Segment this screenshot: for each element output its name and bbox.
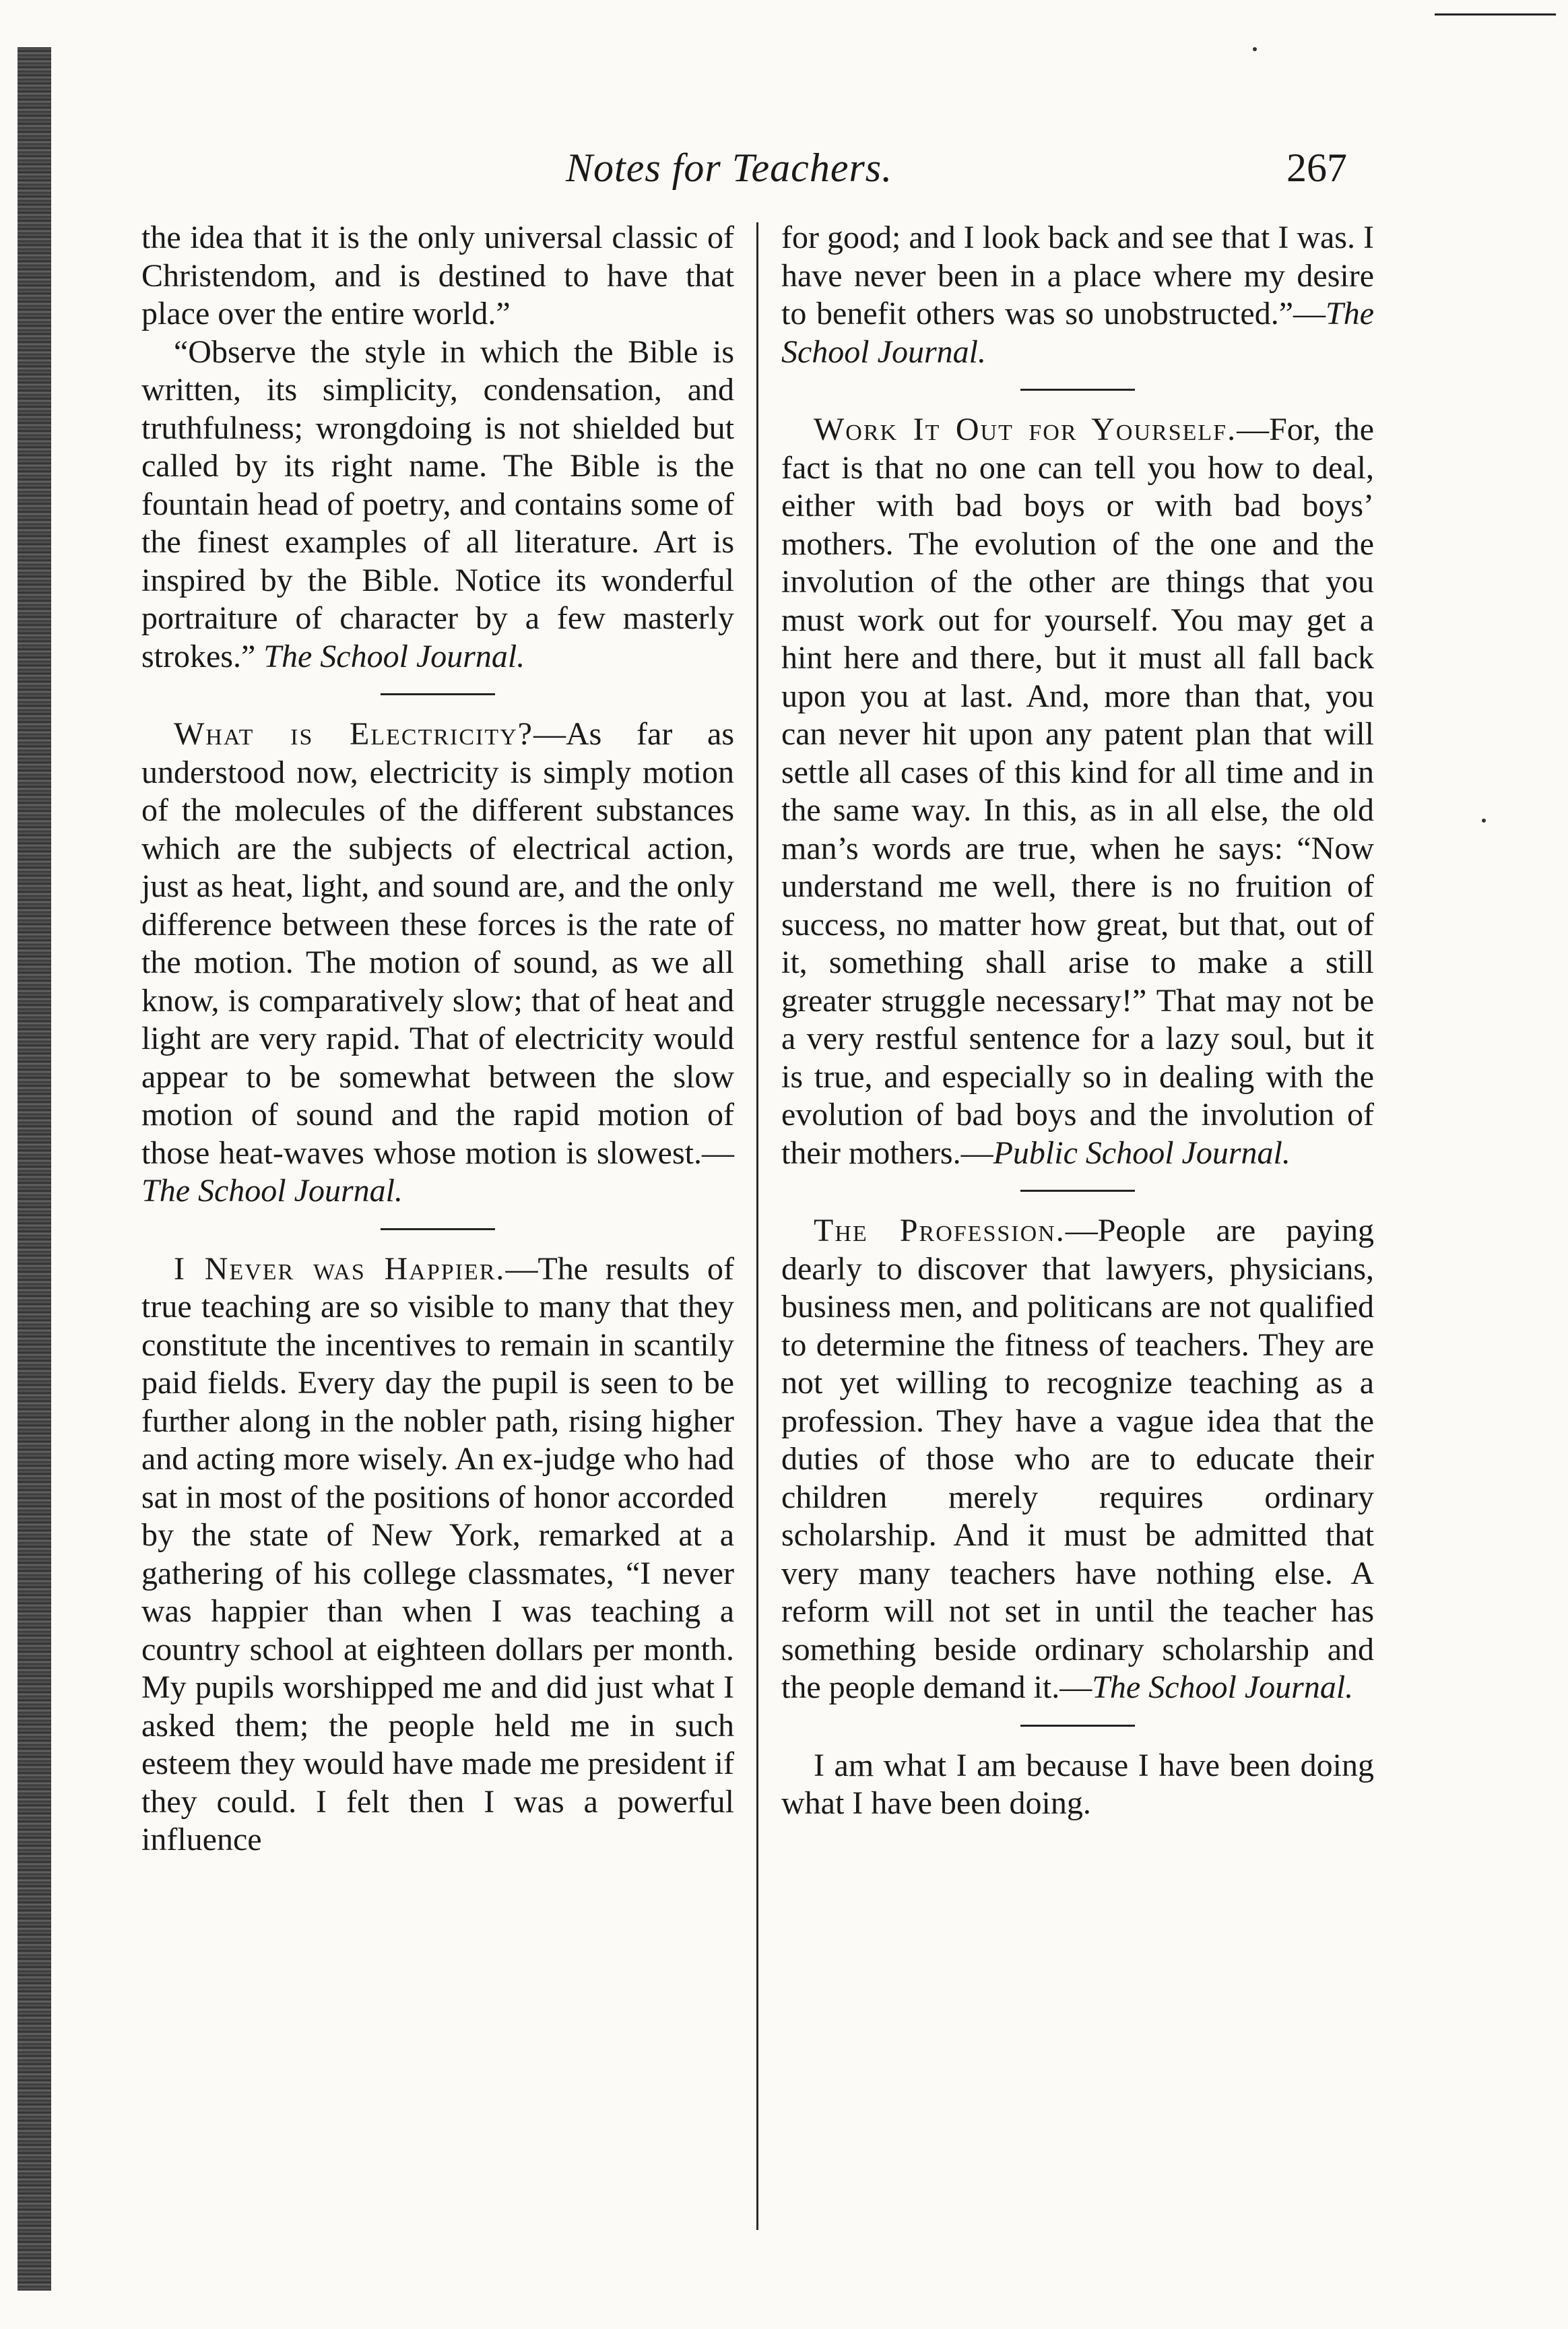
work-it-out-article: Work It Out for Yourself.—For, the fact is that no one can tell you how to deal, either with bad boys or with bad boys’ mothers. The evolution of the one and the involution of the other are things that you must work out for yourself. You may get a hint here and there, but it must all fall back upon you at last. And, more than that, you can never hit upon any patent plan that will settle all cases of this kind for all time and in the same way. In this, as in all else, the old man’s words are true, when he says: “Now understand me well, there is no fruition of success, no matter how great, but that, out of it, something shall arise to make a still greater struggle necessary!” That may not be a very restful sentence for a lazy soul, but it is true, and especially so in dealing with the evolution of bad boys and the involution of their mothers.—Public School Journal.: [781, 412, 1374, 1171]
section-divider: [1020, 1190, 1135, 1192]
source-citation: The School Journal.: [1092, 1669, 1354, 1705]
source-citation: The School Journal.: [263, 638, 525, 674]
continued-paragraph: the idea that it is the only universal classic of Christendom, and is destined to have that place over the entire world.”: [141, 220, 734, 331]
right-column: [781, 219, 1374, 1823]
bible-quote-paragraph: “Observe the style in which the Bible is written, its simplicity, condensation, and truthfulness; wrongdoing is not shielded but called by its right name. The Bible is the fountain head of poetry, and contains some of the finest examples of all literature. Art is inspired by the Bible. Notice its wonderful portraiture of character by a few masterly strokes.” The School Journal.: [141, 333, 734, 674]
profession-article: The Profession.—People are paying dearly to discover that lawyers, physicians, business men, and politicans are not qualified to determine the fitness of teachers. They are not yet willing to recognize teaching as a profession. They have a vague idea that the duties of those who are to educate their children merely requires ordinary scholarship. And it must be admitted that very many teachers have nothing else. A reform will not set in until the teacher has something beside ordinary scholarship and the people demand it.—The School Journal.: [781, 1213, 1375, 1705]
article-heading: I Never was Happier.: [174, 1250, 506, 1287]
section-divider: [1020, 1725, 1135, 1727]
paper-speck: [1253, 47, 1257, 51]
column-divider: [756, 222, 758, 2230]
source-citation: The School Journal.: [781, 296, 1374, 370]
left-column: [141, 219, 734, 1859]
source-citation: Public School Journal.: [993, 1135, 1291, 1171]
paper-speck: [1482, 819, 1486, 823]
closing-maxim: I am what I am because I have been doing what I have been doing.: [781, 1747, 1374, 1821]
continued-paragraph: for good; and I look back and see that I was. I have never been in a place where my desire to benefit others was so unobstructed.”—The School Journal.: [781, 220, 1374, 370]
article-heading: The Profession.: [814, 1213, 1066, 1248]
source-citation: The School Journal.: [141, 1173, 403, 1209]
section-divider: [1020, 389, 1135, 391]
book-spine-edge: [18, 47, 51, 2291]
running-title: Notes for Teachers.: [566, 146, 893, 190]
article-heading: Work It Out for Yourself.: [814, 412, 1237, 447]
section-divider: [381, 693, 495, 695]
happier-article: I Never was Happier.—The results of true teaching are so visible to many that they constitute the incentives to remain in scantily paid fields. Every day the pupil is seen to be further along in the nobler path, rising higher and acting more wisely. An ex-judge who had sat in most of the positions of honor accorded by the state of New York, remarked at a gathering of his college classmates, “I never was happier than when I was teaching a country school at eighteen dollars per month. My pupils worshipped me and did just what I asked them; the people held me in such esteem they would have made me president if they could. I felt then I was a powerful influence: [141, 1250, 734, 1857]
top-edge-rule: [1435, 13, 1556, 15]
page-number: 267: [1286, 146, 1347, 190]
page-header: [135, 131, 1347, 199]
electricity-article: What is Electricity?—As far as understood now, electricity is simply motion of the molecules of the different substances which are the subjects of electrical action, just as heat, light, and sound are, and the only difference between these forces is the rate of the motion. The motion of sound, as we all know, is comparatively slow; that of heat and light are very rapid. That of electricity would appear to be somewhat between the slow motion of sound and the rapid motion of those heat-waves whose motion is slowest.—The School Journal.: [141, 716, 734, 1209]
section-divider: [381, 1228, 495, 1230]
article-heading: What is Electricity?: [174, 716, 533, 752]
